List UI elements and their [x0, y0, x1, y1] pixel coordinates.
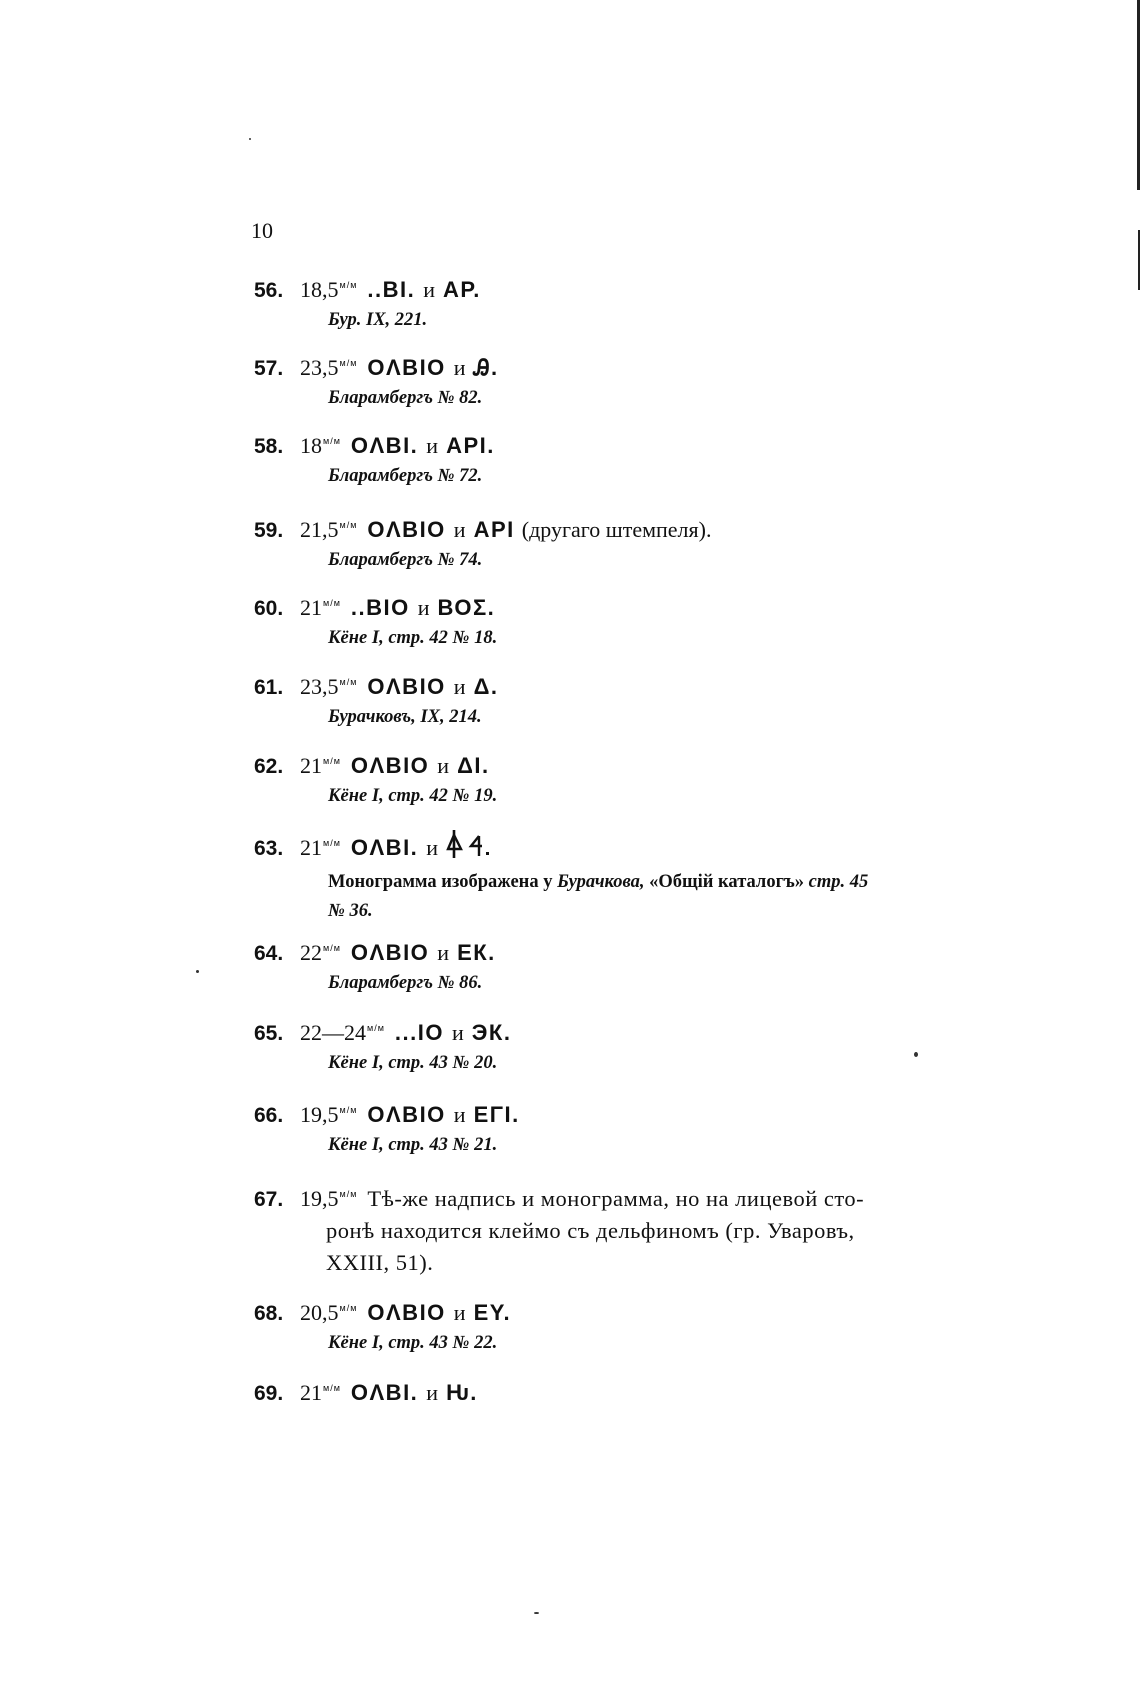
entry-line [254, 933, 984, 969]
coin-diameter: 19,5 [300, 1102, 339, 1127]
entry-remark: (другаго штемпеля). [521, 517, 712, 542]
coin-diameter: 19,5 [300, 1186, 339, 1211]
catalog-entry-57 [254, 348, 984, 412]
entry-number: 65. [254, 1022, 284, 1045]
entry-line [254, 510, 984, 546]
monogram-icon [446, 829, 490, 868]
conjunction: и [437, 753, 450, 778]
conjunction: и [437, 940, 450, 965]
coin-diameter: 18 [300, 433, 322, 458]
entry-number: 58. [254, 435, 284, 458]
monogram-note [328, 868, 984, 926]
scan-speck [196, 970, 199, 973]
entry-line [254, 270, 984, 306]
entry-number: 59. [254, 519, 284, 542]
catalog-entry-69 [254, 1373, 984, 1409]
reverse-legend: ЭК. [471, 1020, 512, 1045]
reference-citation: Кёне I, стр. 43 № 22. [328, 1333, 498, 1353]
reference-citation: Кёне I, стр. 43 № 21. [328, 1135, 498, 1155]
reverse-legend: Ƕ. [446, 1380, 478, 1405]
conjunction: и [453, 674, 466, 699]
reverse-legend: АРІ. [446, 433, 495, 458]
coin-diameter: 21 [300, 595, 322, 620]
conjunction: и [417, 595, 430, 620]
obverse-legend: ОΛВІ. [350, 433, 419, 458]
reverse-legend: ΔΙ. [457, 753, 490, 778]
catalog-entry-60 [254, 588, 984, 652]
entry-number: 69. [254, 1382, 284, 1405]
obverse-legend: ОΛВІ. [350, 835, 419, 860]
entry-number: 64. [254, 942, 284, 965]
entry-line [254, 1373, 984, 1409]
entry-line [254, 348, 984, 384]
obverse-legend: ..ВІО [350, 595, 410, 620]
note-number: № 36. [328, 901, 373, 921]
obverse-legend: ОΛВІО [367, 355, 446, 380]
obverse-legend: ОΛВІО [367, 674, 446, 699]
reverse-legend: ВОΣ. [437, 595, 496, 620]
obverse-legend: ОΛВІО [350, 940, 430, 965]
coin-diameter: 21 [300, 835, 322, 860]
entry-line [254, 746, 984, 782]
description-text: XXIII, 51). [326, 1250, 434, 1275]
obverse-legend: ...ІО [394, 1020, 444, 1045]
coin-diameter: 21 [300, 753, 322, 778]
entry-line [254, 588, 984, 624]
reference-citation: Кёне I, стр. 42 № 19. [328, 786, 498, 806]
reverse-legend: ЕY. [473, 1300, 512, 1325]
obverse-legend: ОΛВІО [367, 1300, 446, 1325]
unit-mm: м/м [339, 677, 358, 687]
unit-mm: м/м [339, 358, 358, 368]
reverse-legend: ЕК. [457, 940, 496, 965]
entry-line [254, 1179, 984, 1215]
catalog-entry-67 [254, 1179, 984, 1279]
unit-mm: м/м [339, 1189, 358, 1199]
obverse-legend: ОΛВІО [367, 1102, 446, 1127]
reference-citation: Кёне I, стр. 43 № 20. [328, 1053, 498, 1073]
unit-mm: м/м [367, 1023, 385, 1033]
unit-mm: м/м [339, 280, 358, 290]
description-text: ронѣ находится клеймо съ дельфиномъ (гр. Уваровъ, [326, 1218, 855, 1243]
note-title: «Общій каталогъ» [644, 872, 809, 892]
note-text: Монограмма изображена у [328, 872, 558, 892]
catalog-entry-66 [254, 1095, 984, 1159]
conjunction: и [453, 1102, 466, 1127]
scan-speck [534, 1612, 539, 1614]
conjunction: и [423, 277, 436, 302]
entry-line [254, 1095, 984, 1131]
obverse-legend: ОΛВІО [367, 517, 446, 542]
obverse-legend: ..ВІ. [367, 277, 416, 302]
catalog-entry-56 [254, 270, 984, 334]
coin-diameter: 20,5 [300, 1300, 339, 1325]
obverse-legend: ОΛВІО [350, 753, 430, 778]
obverse-legend: ОΛВІ. [350, 1380, 419, 1405]
entry-number: 57. [254, 357, 284, 380]
unit-mm: м/м [339, 1303, 358, 1313]
catalog-entry-61 [254, 667, 984, 731]
entry-line [254, 426, 984, 462]
conjunction: и [451, 1020, 464, 1045]
unit-mm: м/м [323, 1383, 341, 1393]
unit-mm: м/м [323, 436, 341, 446]
entry-number: 67. [254, 1188, 284, 1211]
entry-number: 68. [254, 1302, 284, 1325]
unit-mm: м/м [339, 1105, 358, 1115]
catalog-entry-64 [254, 933, 984, 997]
conjunction: и [426, 433, 439, 458]
reference-citation: Бурачковъ, IX, 214. [328, 707, 482, 727]
description-text: Тѣ-же надпись и монограмма, но на лицевой сто- [367, 1186, 865, 1211]
reverse-legend: Δ. [473, 674, 499, 699]
coin-diameter: 21 [300, 1380, 322, 1405]
entry-number: 63. [254, 837, 284, 860]
conjunction: и [426, 1380, 439, 1405]
catalog-entry-68 [254, 1293, 984, 1357]
catalog-entry-59 [254, 510, 984, 574]
entry-number: 56. [254, 279, 284, 302]
unit-mm: м/м [323, 838, 341, 848]
conjunction: и [453, 517, 466, 542]
entry-line [254, 1293, 984, 1329]
reverse-legend: ЕΓΙ. [473, 1102, 520, 1127]
unit-mm: м/м [323, 598, 341, 608]
catalog-entry-62 [254, 746, 984, 810]
scan-speck [249, 138, 251, 140]
reverse-legend: Ꭿ. [473, 355, 499, 380]
entry-number: 60. [254, 597, 284, 620]
catalog-entry-65 [254, 1013, 984, 1077]
reverse-legend: АР. [443, 277, 481, 302]
note-author: Бурачкова, [557, 872, 645, 892]
entry-line [254, 828, 984, 868]
reference-citation: Бларамбергъ № 86. [328, 973, 483, 993]
coin-diameter: 22—24 [300, 1020, 366, 1045]
coin-diameter: 23,5 [300, 355, 339, 380]
unit-mm: м/м [339, 520, 358, 530]
entry-line [254, 667, 984, 703]
reference-citation: Бларамбергъ № 82. [328, 388, 483, 408]
catalog-entry-63 [254, 828, 984, 926]
catalog-entry-58 [254, 426, 984, 490]
coin-diameter: 18,5 [300, 277, 339, 302]
entry-number: 62. [254, 755, 284, 778]
entry-number: 66. [254, 1104, 284, 1127]
reference-citation: Бур. IX, 221. [328, 310, 428, 330]
conjunction: и [453, 1300, 466, 1325]
note-page: стр. 45 [808, 872, 869, 892]
conjunction: и [453, 355, 466, 380]
coin-diameter: 22 [300, 940, 322, 965]
conjunction: и [426, 835, 439, 860]
entry-line [254, 1013, 984, 1049]
page-number: 10 [251, 218, 273, 243]
unit-mm: м/м [323, 756, 341, 766]
reference-citation: Кёне I, стр. 42 № 18. [328, 628, 498, 648]
coin-diameter: 21,5 [300, 517, 339, 542]
unit-mm: м/м [323, 943, 341, 953]
coin-diameter: 23,5 [300, 674, 339, 699]
entry-number: 61. [254, 676, 284, 699]
reference-citation: Бларамбергъ № 74. [328, 550, 483, 570]
reference-citation: Бларамбергъ № 72. [328, 466, 483, 486]
reverse-legend: АРІ [473, 517, 515, 542]
